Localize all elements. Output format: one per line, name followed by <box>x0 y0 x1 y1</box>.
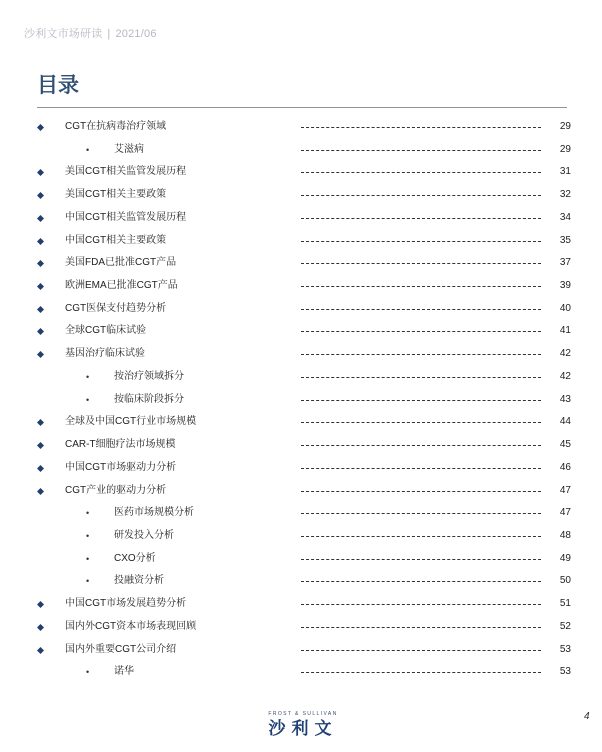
toc-page-number: 52 <box>559 620 571 632</box>
toc-page-number: 44 <box>559 416 571 428</box>
toc-label: 基因治疗临床试验 <box>65 348 145 360</box>
toc-label: CXO分析 <box>114 552 156 564</box>
toc-label: 中国CGT市场驱动力分析 <box>65 461 177 473</box>
frost-sullivan-logo <box>262 711 344 739</box>
toc-leader <box>301 581 541 582</box>
title-divider <box>37 107 567 108</box>
toc-leader <box>301 445 541 446</box>
logo-wordmark: 沙利文 <box>268 719 338 738</box>
toc-subitem[interactable] <box>0 366 602 389</box>
diamond-bullet-icon <box>37 306 44 313</box>
toc-page-number: 48 <box>559 529 571 541</box>
toc-leader <box>301 604 541 605</box>
diamond-bullet-icon <box>37 601 44 608</box>
toc-item[interactable] <box>0 639 602 662</box>
toc-page-number: 45 <box>559 439 571 451</box>
toc-label: 中国CGT相关监管发展历程 <box>65 211 187 223</box>
diamond-bullet-icon <box>37 328 44 335</box>
toc-label: 美国CGT相关监管发展历程 <box>65 166 187 178</box>
toc-label: 投融资分析 <box>114 575 164 587</box>
diamond-bullet-icon <box>37 624 44 631</box>
toc-label: 中国CGT相关主要政策 <box>65 234 167 246</box>
toc-item[interactable] <box>0 230 602 253</box>
dot-bullet-icon: • <box>86 144 90 155</box>
diamond-bullet-icon <box>37 260 44 267</box>
toc-leader <box>301 127 541 128</box>
toc-item[interactable] <box>0 616 602 639</box>
toc-label: 艾滋病 <box>114 143 144 155</box>
toc-leader <box>301 241 541 242</box>
toc-leader <box>301 263 541 264</box>
toc-item[interactable] <box>0 184 602 207</box>
toc-subitem[interactable] <box>0 525 602 548</box>
diamond-bullet-icon <box>37 465 44 472</box>
toc-page-number: 47 <box>559 507 571 519</box>
toc-leader <box>301 309 541 310</box>
dot-bullet-icon: • <box>86 530 90 541</box>
diamond-bullet-icon <box>37 124 44 131</box>
toc-item[interactable] <box>0 207 602 230</box>
toc-leader <box>301 195 541 196</box>
toc-label: 国内外CGT资本市场表现回顾 <box>65 620 197 632</box>
toc-item[interactable] <box>0 116 602 139</box>
toc-leader <box>301 468 541 469</box>
toc-page-number: 29 <box>559 121 571 132</box>
toc-subitem[interactable] <box>0 661 602 684</box>
header-separator: | <box>107 28 111 40</box>
toc-subitem[interactable] <box>0 502 602 525</box>
diamond-bullet-icon <box>37 488 44 495</box>
toc-leader <box>301 331 541 332</box>
toc-page-number: 51 <box>559 598 571 610</box>
dot-bullet-icon: • <box>86 553 90 564</box>
toc-subitem[interactable] <box>0 570 602 593</box>
toc-label: 按临床阶段拆分 <box>114 393 184 405</box>
dot-bullet-icon: • <box>86 667 90 678</box>
toc-leader <box>301 286 541 287</box>
toc-page-number: 31 <box>559 166 571 178</box>
toc-label: CGT在抗病毒治疗领域 <box>65 121 167 132</box>
toc-subitem[interactable] <box>0 548 602 571</box>
toc-subitem[interactable] <box>0 389 602 412</box>
toc-page-number: 29 <box>559 143 571 155</box>
toc-label: 诺华 <box>114 666 134 678</box>
diamond-bullet-icon <box>37 419 44 426</box>
toc-item[interactable] <box>0 593 602 616</box>
toc-page-number: 53 <box>559 643 571 655</box>
toc-item[interactable] <box>0 298 602 321</box>
toc-page-number: 46 <box>559 461 571 473</box>
diamond-bullet-icon <box>37 192 44 199</box>
header-date: 2021/06 <box>115 28 157 40</box>
toc-label: 国内外重要CGT公司介绍 <box>65 643 177 655</box>
dot-bullet-icon: • <box>86 371 90 382</box>
toc-label: CGT产业的驱动力分析 <box>65 484 167 496</box>
toc-page-number: 50 <box>559 575 571 587</box>
header-publisher: 沙利文市场研读 <box>24 28 103 40</box>
diamond-bullet-icon <box>37 647 44 654</box>
toc-item[interactable] <box>0 275 602 298</box>
toc-page-number: 53 <box>559 666 571 678</box>
toc-leader <box>301 513 541 514</box>
toc-label: 全球及中国CGT行业市场规模 <box>65 416 197 428</box>
toc-page-number: 49 <box>559 552 571 564</box>
toc-item[interactable] <box>0 434 602 457</box>
toc-leader <box>301 150 541 151</box>
toc-leader <box>301 218 541 219</box>
toc-item[interactable] <box>0 161 602 184</box>
page-number: 4 <box>584 711 590 722</box>
toc-leader <box>301 627 541 628</box>
toc-page-number: 43 <box>559 393 571 405</box>
toc-leader <box>301 172 541 173</box>
logo-subtitle: FROST & SULLIVAN <box>268 711 338 717</box>
toc-page-number: 42 <box>559 348 571 360</box>
toc-subitem[interactable] <box>0 139 602 162</box>
toc-item[interactable] <box>0 343 602 366</box>
toc-page-number: 35 <box>559 234 571 246</box>
toc-label: 中国CGT市场发展趋势分析 <box>65 598 187 610</box>
dot-bullet-icon: • <box>86 576 90 587</box>
toc-label: 研发投入分析 <box>114 529 174 541</box>
toc-leader <box>301 672 541 673</box>
toc-page-number: 37 <box>559 257 571 269</box>
toc-label: 医药市场规模分析 <box>114 507 194 519</box>
table-of-contents <box>0 116 602 684</box>
toc-label: 按治疗领域拆分 <box>114 370 184 382</box>
toc-page-number: 32 <box>559 189 571 201</box>
toc-leader <box>301 377 541 378</box>
toc-label: 欧洲EMA已批准CGT产品 <box>65 280 178 292</box>
toc-label: 美国CGT相关主要政策 <box>65 189 167 201</box>
toc-item[interactable] <box>0 320 602 343</box>
diamond-bullet-icon <box>37 351 44 358</box>
dot-bullet-icon: • <box>86 394 90 405</box>
toc-leader <box>301 650 541 651</box>
toc-label: 全球CGT临床试验 <box>65 325 147 337</box>
toc-item[interactable] <box>0 411 602 434</box>
diamond-bullet-icon <box>37 169 44 176</box>
toc-item[interactable] <box>0 457 602 480</box>
toc-page-number: 39 <box>559 280 571 292</box>
diamond-bullet-icon <box>37 238 44 245</box>
toc-leader <box>301 400 541 401</box>
toc-leader <box>301 491 541 492</box>
toc-label: CAR-T细胞疗法市场规模 <box>65 439 176 451</box>
toc-label: CGT医保支付趋势分析 <box>65 302 167 314</box>
toc-leader <box>301 536 541 537</box>
page-title: 目录 <box>37 74 79 97</box>
toc-page-number: 47 <box>559 484 571 496</box>
toc-label: 美国FDA已批准CGT产品 <box>65 257 177 269</box>
page-header <box>24 25 157 41</box>
toc-leader <box>301 354 541 355</box>
toc-leader <box>301 422 541 423</box>
diamond-bullet-icon <box>37 215 44 222</box>
diamond-bullet-icon <box>37 442 44 449</box>
toc-leader <box>301 559 541 560</box>
toc-page-number: 42 <box>559 370 571 382</box>
dot-bullet-icon: • <box>86 508 90 519</box>
toc-item[interactable] <box>0 480 602 503</box>
toc-page-number: 34 <box>559 211 571 223</box>
toc-page-number: 40 <box>559 302 571 314</box>
toc-page-number: 41 <box>559 325 571 337</box>
diamond-bullet-icon <box>37 283 44 290</box>
toc-item[interactable] <box>0 252 602 275</box>
